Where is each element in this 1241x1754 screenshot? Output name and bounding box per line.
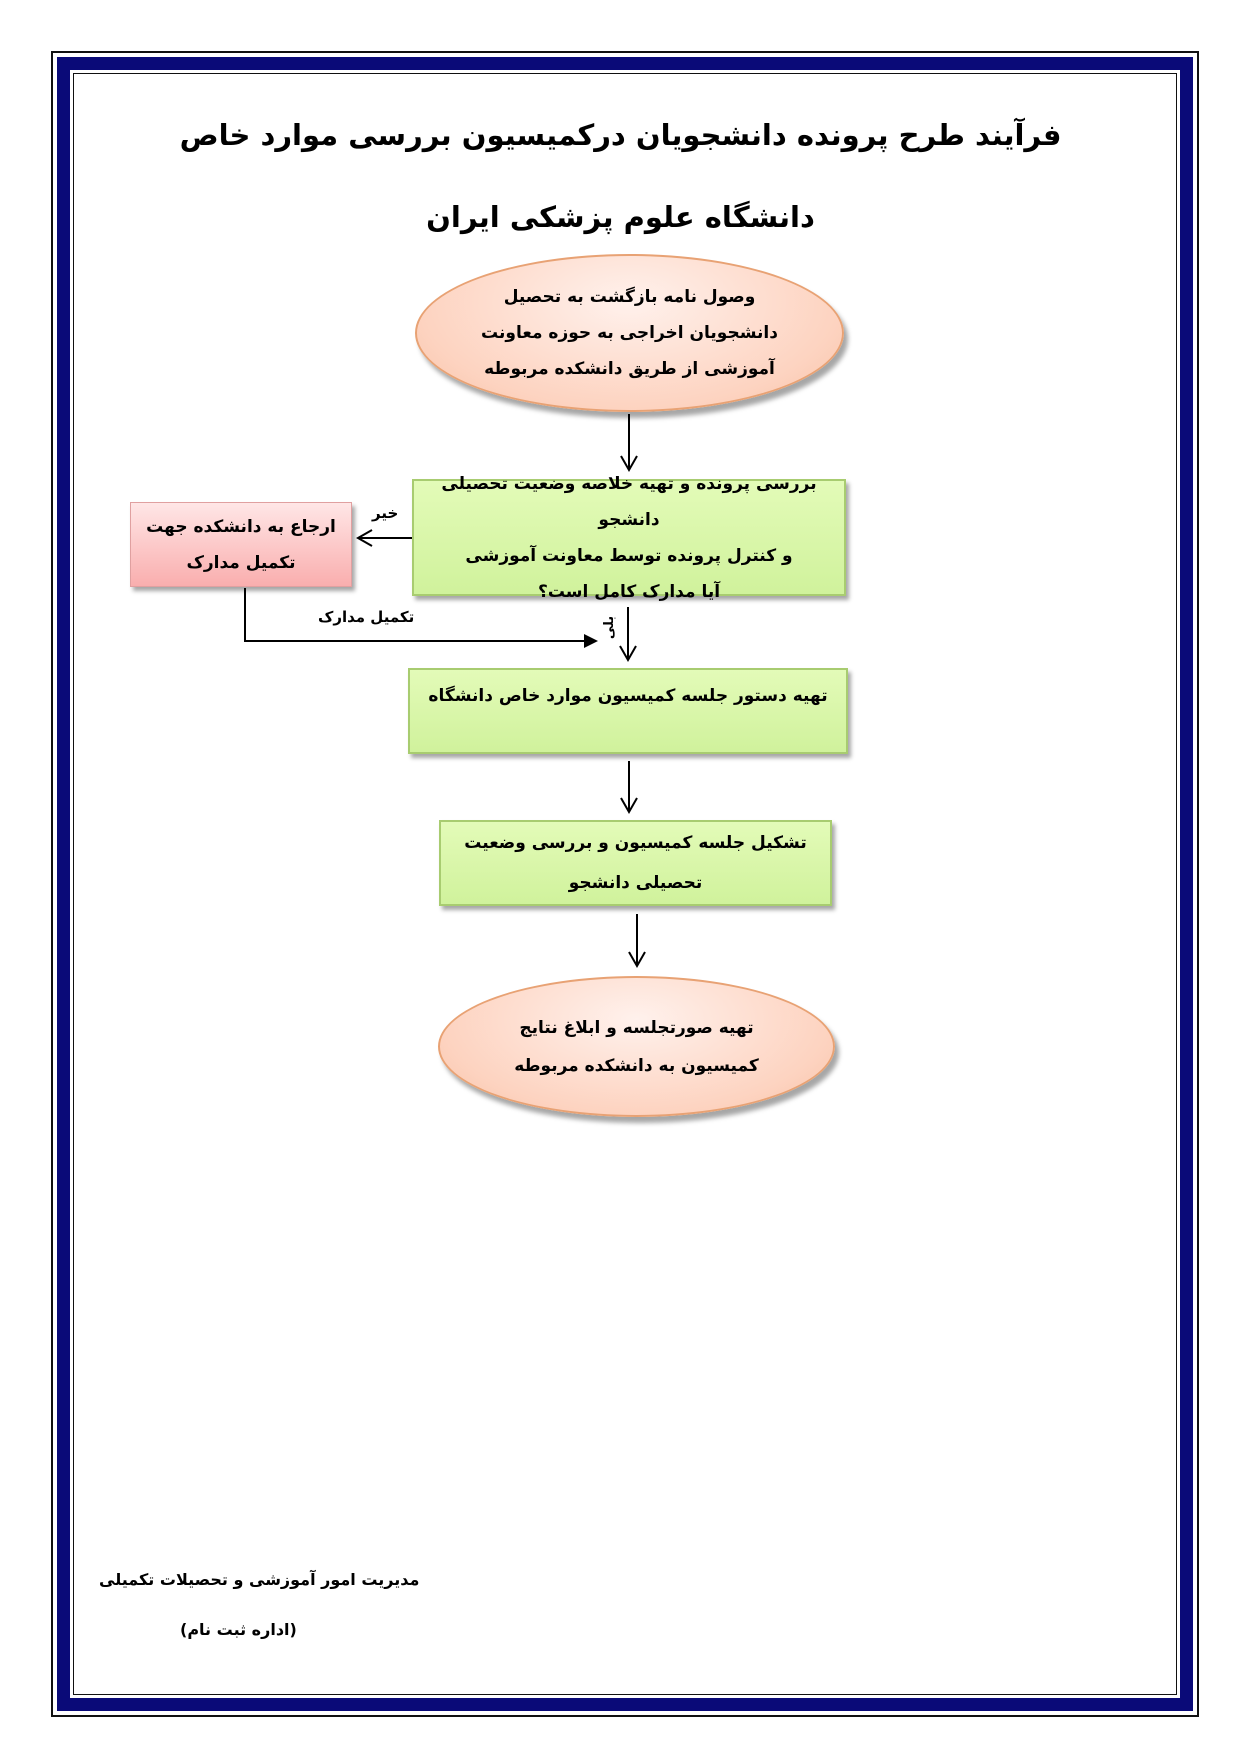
arrow-meeting-to-end: [629, 914, 645, 966]
agenda-node: تهیه دستور جلسه کمیسیون موارد خاص دانشگاه: [408, 668, 848, 754]
arrow-agenda-to-meeting: [621, 761, 637, 812]
start-node: وصول نامه بازگشت به تحصیل دانشجویان اخراجی به حوزه معاونت آموزشی از طریق دانشکده مربوطه: [415, 254, 844, 412]
title-line-1: فرآیند طرح پرونده دانشجویان درکمیسیون بررسی موارد خاص: [179, 118, 1062, 152]
arrow-review-to-agenda: [620, 607, 636, 660]
label-complete-docs: تکمیل مدارک: [318, 608, 415, 626]
footer-department: مدیریت امور آموزشی و تحصیلات تکمیلی: [99, 1570, 420, 1589]
arrow-head-complete: [584, 634, 598, 648]
title-line-2: دانشگاه علوم پزشکی ایران: [426, 200, 815, 234]
arrow-no-to-return: [358, 530, 412, 546]
meeting-node: تشکیل جلسه کمیسیون و بررسی وضعیت تحصیلی دانشجو: [439, 820, 832, 906]
footer-office: (اداره ثبت نام): [180, 1620, 297, 1639]
review-node: بررسی پرونده و تهیه خلاصه وضعیت تحصیلی دانشجو و کنترل پرونده توسط معاونت آموزشی آیا مدارک کامل است؟: [412, 479, 846, 596]
label-no: خیر: [372, 504, 399, 522]
arrow-start-to-review: [621, 414, 637, 470]
end-node: تهیه صورتجلسه و ابلاغ نتایج کمیسیون به دانشکده مربوطه: [438, 976, 835, 1117]
label-yes: بلی: [602, 615, 618, 640]
return-to-faculty-node: ارجاع به دانشکده جهت تکمیل مدارک: [130, 502, 352, 587]
